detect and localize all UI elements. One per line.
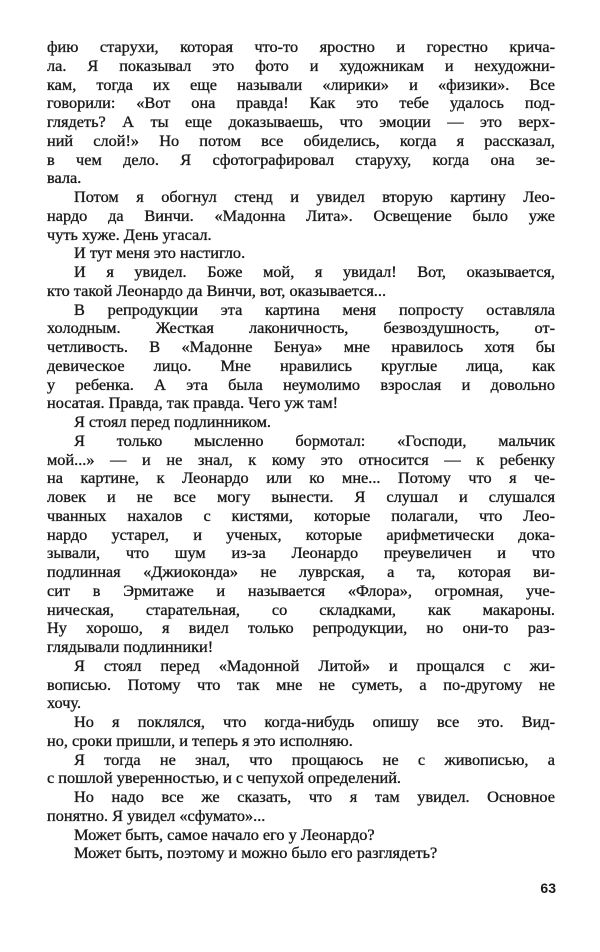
text-line: ническая, старательная, со складками, как макароны. — [47, 599, 555, 619]
text-line: фию старухи, которая что-то яростно и горестно крича- — [47, 37, 555, 56]
text-line: Ну хорошо, я видел только репродукции, но они-то раз- — [47, 618, 555, 638]
book-page-text — [47, 38, 555, 863]
paragraph — [47, 657, 555, 713]
text-line: у ребенка. А эта была неумолимо взрослая и довольно — [47, 374, 555, 394]
paragraph — [47, 751, 555, 789]
text-line: Я тогда не знал, что прощаюсь не с живописью, а — [74, 749, 555, 769]
text-line: глядеть? А ты еще доказываешь, что эмоции — это верх- — [47, 112, 555, 131]
text-line: но, сроки пришли, и теперь я это исполняю. — [47, 730, 353, 750]
text-line: чуть хуже. День угасал. — [47, 224, 212, 244]
text-line: В репродукции эта картина меня попросту оставляла — [74, 299, 555, 319]
text-line: на картине, к Леонардо или ко мне... Потому что я че- — [47, 468, 555, 488]
text-line: холодным. Жесткая лаконичность, безвоздушность, от- — [47, 318, 555, 338]
text-line: подлинная «Джиоконда» не луврская, а та, которая ви- — [47, 562, 555, 581]
text-line: понятно. Я увидел «сфумато»... — [47, 805, 266, 825]
paragraph — [47, 263, 555, 301]
text-line: четливость. В «Мадонне Бенуа» мне нравилось хотя бы — [47, 337, 555, 356]
text-line: Потом я обогнул стенд и увидел вторую картину Лео- — [74, 187, 555, 206]
paragraph — [47, 844, 555, 863]
text-line: Но надо все же сказать, что я там увидел. Основное — [74, 787, 555, 806]
paragraph — [47, 301, 555, 414]
paragraph — [47, 788, 555, 826]
text-line: ла. Я показывал это фото и художникам и нехудожни- — [47, 55, 555, 75]
text-line: кам, тогда их еще называли «лирики» и «физики». Все — [47, 74, 555, 94]
text-line: И тут меня это настигло. — [74, 243, 246, 263]
text-line: девическое лицо. Мне нравились круглые лица, как — [47, 355, 555, 375]
text-line: говорили: «Вот она правда! Как это тебе удалось под- — [47, 93, 555, 113]
text-line: вописью. Потому что так мне не суметь, а по-другому не — [47, 674, 555, 694]
text-line: Я стоял перед «Мадонной Литой» и прощался с жи- — [74, 655, 555, 675]
text-line: ловек и не все могу вынести. Я слушал и слушался — [47, 487, 555, 506]
paragraph — [47, 432, 555, 657]
text-line: Я стоял перед подлинником. — [74, 412, 271, 431]
text-line: глядывали подлинники! — [47, 637, 214, 656]
text-line: нардо устарел, и ученых, которые арифметически дока- — [47, 524, 555, 544]
text-line: кто такой Леонардо да Винчи, вот, оказывается... — [47, 280, 387, 300]
text-line: Может быть, самое начало его у Леонардо? — [74, 824, 375, 844]
text-line: Может быть, поэтому и можно было его разглядеть? — [74, 843, 438, 863]
paragraph — [47, 826, 555, 845]
text-line: мой...» — и не знал, к кому это относится — к ребенку — [47, 449, 555, 469]
text-line: нардо да Винчи. «Мадонна Лита». Освещение было уже — [47, 205, 555, 225]
page-number: 63 — [540, 880, 556, 896]
text-line: с пошлой уверенностью, и с чепухой определений. — [47, 768, 401, 788]
text-line: носатая. Правда, так правда. Чего уж там! — [47, 393, 339, 413]
paragraph — [47, 244, 555, 263]
paragraph — [47, 38, 555, 188]
text-line: чванных нахалов с кистями, которые полагали, что Лео- — [47, 505, 555, 525]
text-line: Но я поклялся, что когда-нибудь опишу все это. Вид- — [74, 712, 555, 731]
text-line: Я только мысленно бормотал: «Господи, мальчик — [74, 430, 555, 450]
text-line: вала. — [47, 168, 82, 188]
text-line: И я увидел. Боже мой, я увидал! Вот, оказывается, — [74, 262, 555, 281]
paragraph — [47, 713, 555, 751]
paragraph — [47, 413, 555, 432]
paragraph — [47, 188, 555, 244]
text-line: сит в Эрмитаже и называется «Флора», огромная, уче- — [47, 580, 555, 600]
text-line: зывали, что шум из-за Леонардо преувеличен и что — [47, 543, 555, 563]
text-line: ний слой!» Но потом все обиделись, когда я рассказал, — [47, 130, 555, 150]
text-line: в чем дело. Я сфотографировал старуху, когда она зе- — [47, 149, 555, 169]
text-line: хочу. — [47, 693, 82, 713]
